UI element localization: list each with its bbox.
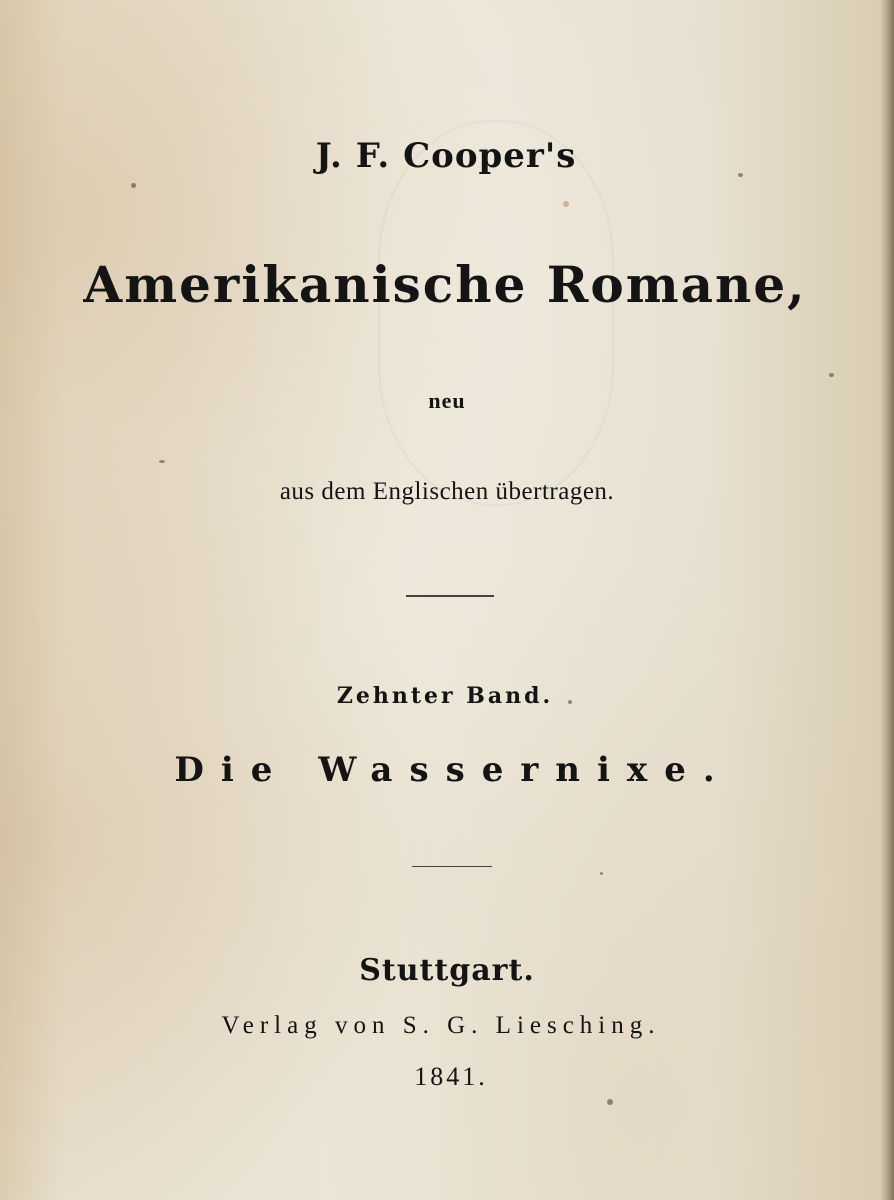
paper-speck xyxy=(829,373,834,377)
neu-line: neu xyxy=(428,388,466,413)
paper-speck xyxy=(563,201,569,207)
upper-divider xyxy=(406,595,494,597)
paper-speck xyxy=(600,872,603,875)
paper-speck xyxy=(568,700,572,704)
publication-year: 1841. xyxy=(414,1062,488,1091)
page-edge-shadow xyxy=(880,0,894,1200)
volume-label: Zehnter Band. xyxy=(336,683,554,709)
lower-divider xyxy=(412,866,492,867)
paper-speck xyxy=(607,1099,613,1105)
paper-speck xyxy=(738,173,743,177)
paper-speck xyxy=(131,183,136,188)
author-name: J. F. Cooper's xyxy=(315,136,577,176)
translation-note: aus dem Englischen übertragen. xyxy=(279,478,615,505)
publisher-line: Verlag von S. G. Liesching. xyxy=(221,1012,661,1039)
publication-city: Stuttgart. xyxy=(359,953,535,988)
paper-speck xyxy=(159,460,165,463)
work-title: Die Wassernixe. xyxy=(174,750,732,790)
series-title: Amerikanische Romane, xyxy=(83,255,807,314)
